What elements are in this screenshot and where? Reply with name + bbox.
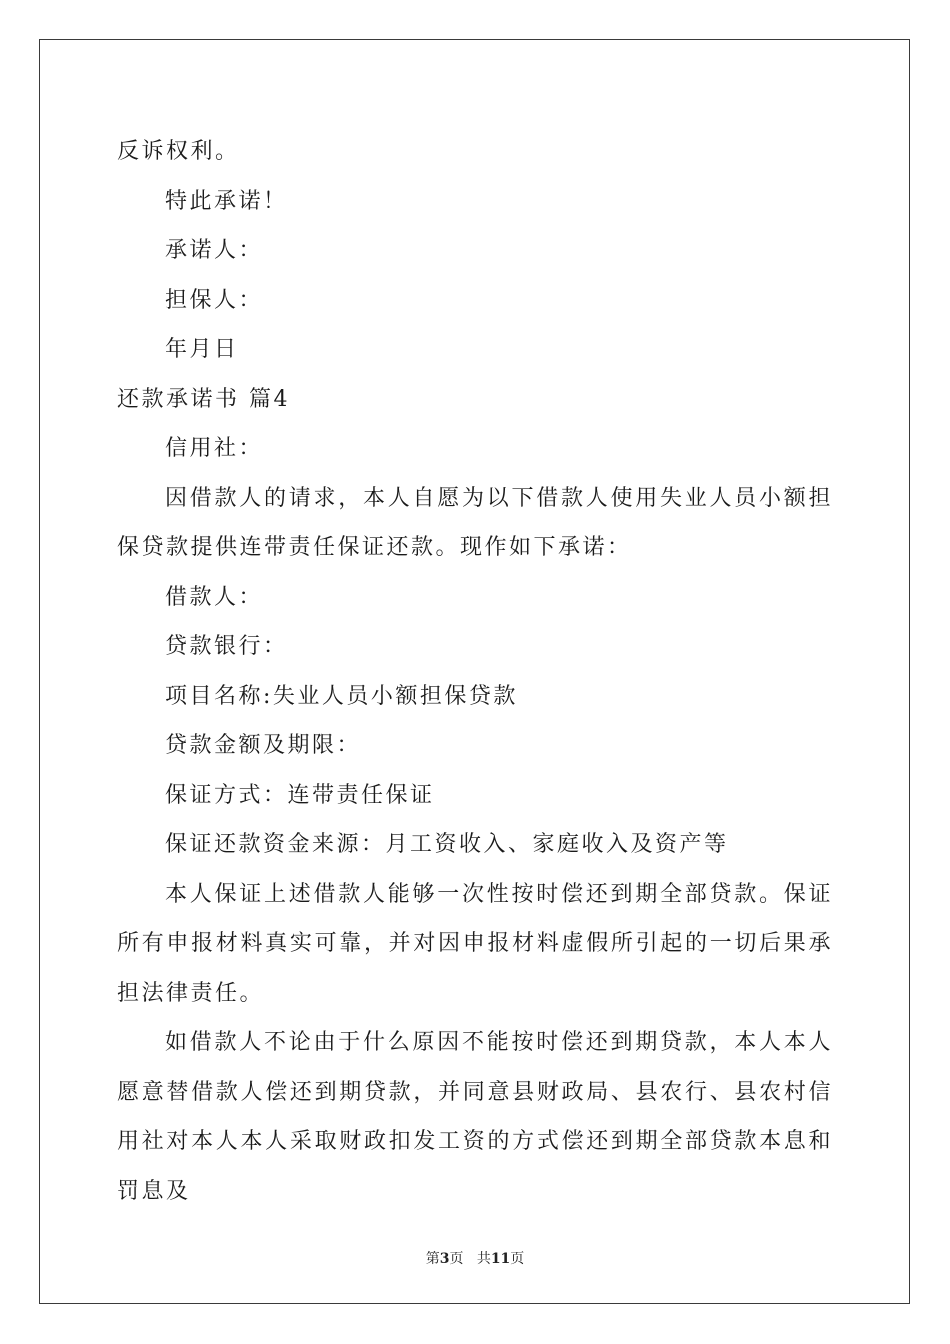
paragraph: 借款人： [165, 584, 264, 610]
paragraph: 特此承诺！ [165, 188, 288, 214]
total-suffix: 页 [510, 1251, 525, 1267]
paragraph: 本人保证上述借款人能够一次性按时偿还到期全部贷款。保证所有申报材料真实可靠，并对因申报材料虚假所引起的一切后果承担法律责任。 [117, 881, 833, 1006]
paragraph: 保证方式：连带责任保证 [165, 782, 435, 808]
paragraph: 因借款人的请求，本人自愿为以下借款人使用失业人员小额担保贷款提供连带责任保证还款。现作如下承诺： [117, 485, 833, 560]
page-footer [0, 1248, 950, 1268]
page-number: 3 [439, 1251, 450, 1267]
paragraph: 反诉权利。 [117, 139, 240, 164]
page-prefix: 第 [425, 1251, 440, 1267]
paragraph: 承诺人： [165, 238, 264, 263]
paragraph: 贷款金额及期限： [165, 733, 362, 758]
paragraph: 如借款人不论由于什么原因不能按时偿还到期贷款，本人本人愿意替借款人偿还到期贷款，并同意县财政局、县农行、县农村信用社对本人本人采取财政扣发工资的方式偿还到期全部贷款本息和罚息及 [117, 1030, 833, 1204]
paragraph: 贷款银行： [165, 634, 288, 659]
paragraph: 项目名称:失业人员小额担保贷款 [165, 683, 518, 709]
section-heading: 还款承诺书 篇4 [117, 386, 290, 412]
total-pages: 11 [490, 1251, 511, 1267]
paragraph: 担保人： [165, 287, 264, 313]
paragraph: 信用社： [165, 436, 264, 461]
document-body [117, 127, 833, 1216]
page-suffix: 页 [449, 1251, 464, 1267]
total-prefix: 共 [476, 1251, 491, 1267]
paragraph: 年月日 [165, 337, 239, 362]
paragraph: 保证还款资金来源：月工资收入、家庭收入及资产等 [165, 832, 729, 857]
